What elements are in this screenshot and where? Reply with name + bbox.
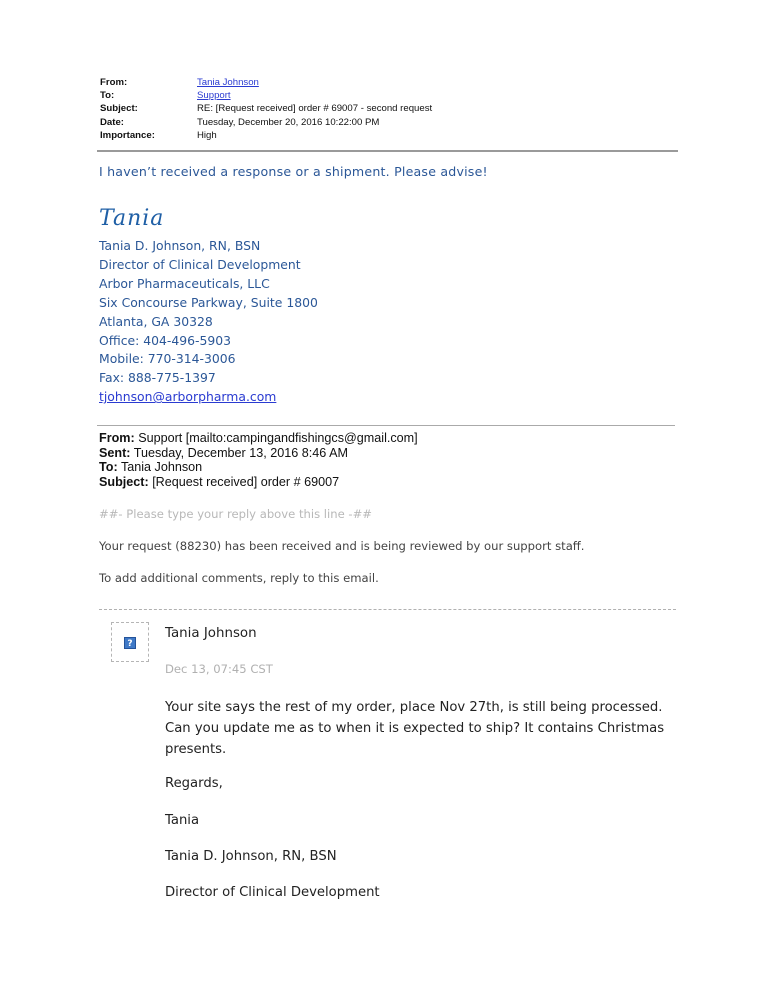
forwarded-from-row [99, 431, 418, 446]
signature-line: Fax: 888-775-1397 [99, 370, 216, 386]
forwarded-header [99, 431, 418, 489]
forwarded-subject-row [99, 475, 418, 490]
header-to-link[interactable]: Support [197, 90, 231, 102]
header-from-link[interactable]: Tania Johnson [197, 77, 259, 88]
header-date-row [100, 117, 680, 130]
header-to-label: To: [100, 90, 115, 102]
comment-name: Tania [165, 813, 200, 828]
signature-line: Six Concourse Parkway, Suite 1800 [99, 294, 318, 310]
header-importance-row [100, 130, 680, 143]
signature-line: Mobile: 770-314-3006 [99, 351, 236, 367]
email-header [100, 77, 680, 143]
header-divider [97, 150, 678, 152]
signature-block [99, 237, 318, 407]
comment-body: Your site says the rest of my order, place Nov 27th, is still being processed. Can you update me as to when it is expected to ship? It contains Christmas presents. [165, 700, 665, 757]
header-importance-value: High [197, 129, 217, 141]
additional-comments-text: To add additional comments, reply to this email. [99, 571, 379, 585]
header-subject-label: Subject: [100, 103, 138, 115]
comment-title: Director of Clinical Development [165, 885, 380, 900]
avatar [111, 622, 149, 662]
signature-email-link[interactable]: tjohnson@arborpharma.com [99, 389, 277, 405]
forwarded-to-value: Tania Johnson [120, 460, 203, 475]
signature-line: Office: 404-496-5903 [99, 332, 232, 348]
signature-line: Tania D. Johnson, RN, BSN [99, 238, 261, 253]
comment-timestamp: Dec 13, 07:45 CST [165, 662, 273, 676]
header-from-row [100, 77, 680, 90]
header-subject-value: RE: [Request received] order # 69007 - second request [197, 103, 433, 115]
header-from-label: From: [100, 77, 128, 88]
forwarded-sent-label: Sent: [99, 445, 131, 460]
forwarded-to-label: To: [99, 460, 118, 475]
reply-above-line-placeholder: ##- Please type your reply above this line -## [99, 507, 373, 521]
signature-line: Arbor Pharmaceuticals, LLC [99, 275, 270, 291]
signature-line: Atlanta, GA 30328 [99, 313, 213, 329]
request-received-text: Your request (88230) has been received and is being reviewed by our support staff. [99, 539, 585, 553]
header-subject-row [100, 103, 680, 116]
comment-divider [99, 609, 676, 610]
reply-message: I haven’t received a response or a shipment. Please advise! [99, 164, 488, 179]
forwarded-to-row [99, 460, 418, 475]
signature-script-name: Tania [99, 206, 165, 231]
forwarded-sent-value: Tuesday, December 13, 2016 8:46 AM [133, 445, 348, 460]
comment-full-name: Tania D. Johnson, RN, BSN [165, 849, 337, 864]
header-to-row [100, 90, 680, 103]
header-date-value: Tuesday, December 20, 2016 10:22:00 PM [197, 116, 380, 128]
forward-divider [97, 425, 675, 426]
forwarded-subject-value: [Request received] order # 69007 [152, 474, 340, 489]
forwarded-sent-row [99, 446, 418, 461]
comment-regards: Regards, [165, 776, 223, 791]
comment-author: Tania Johnson [165, 626, 257, 641]
forwarded-from-label: From: [99, 431, 135, 445]
missing-image-icon: ? [124, 637, 136, 649]
header-date-label: Date: [100, 116, 124, 128]
forwarded-subject-label: Subject: [99, 474, 149, 489]
forwarded-from-value: Support [mailto:campingandfishingcs@gmail.com] [138, 431, 418, 445]
header-importance-label: Importance: [100, 129, 155, 141]
signature-line: Director of Clinical Development [99, 256, 301, 272]
